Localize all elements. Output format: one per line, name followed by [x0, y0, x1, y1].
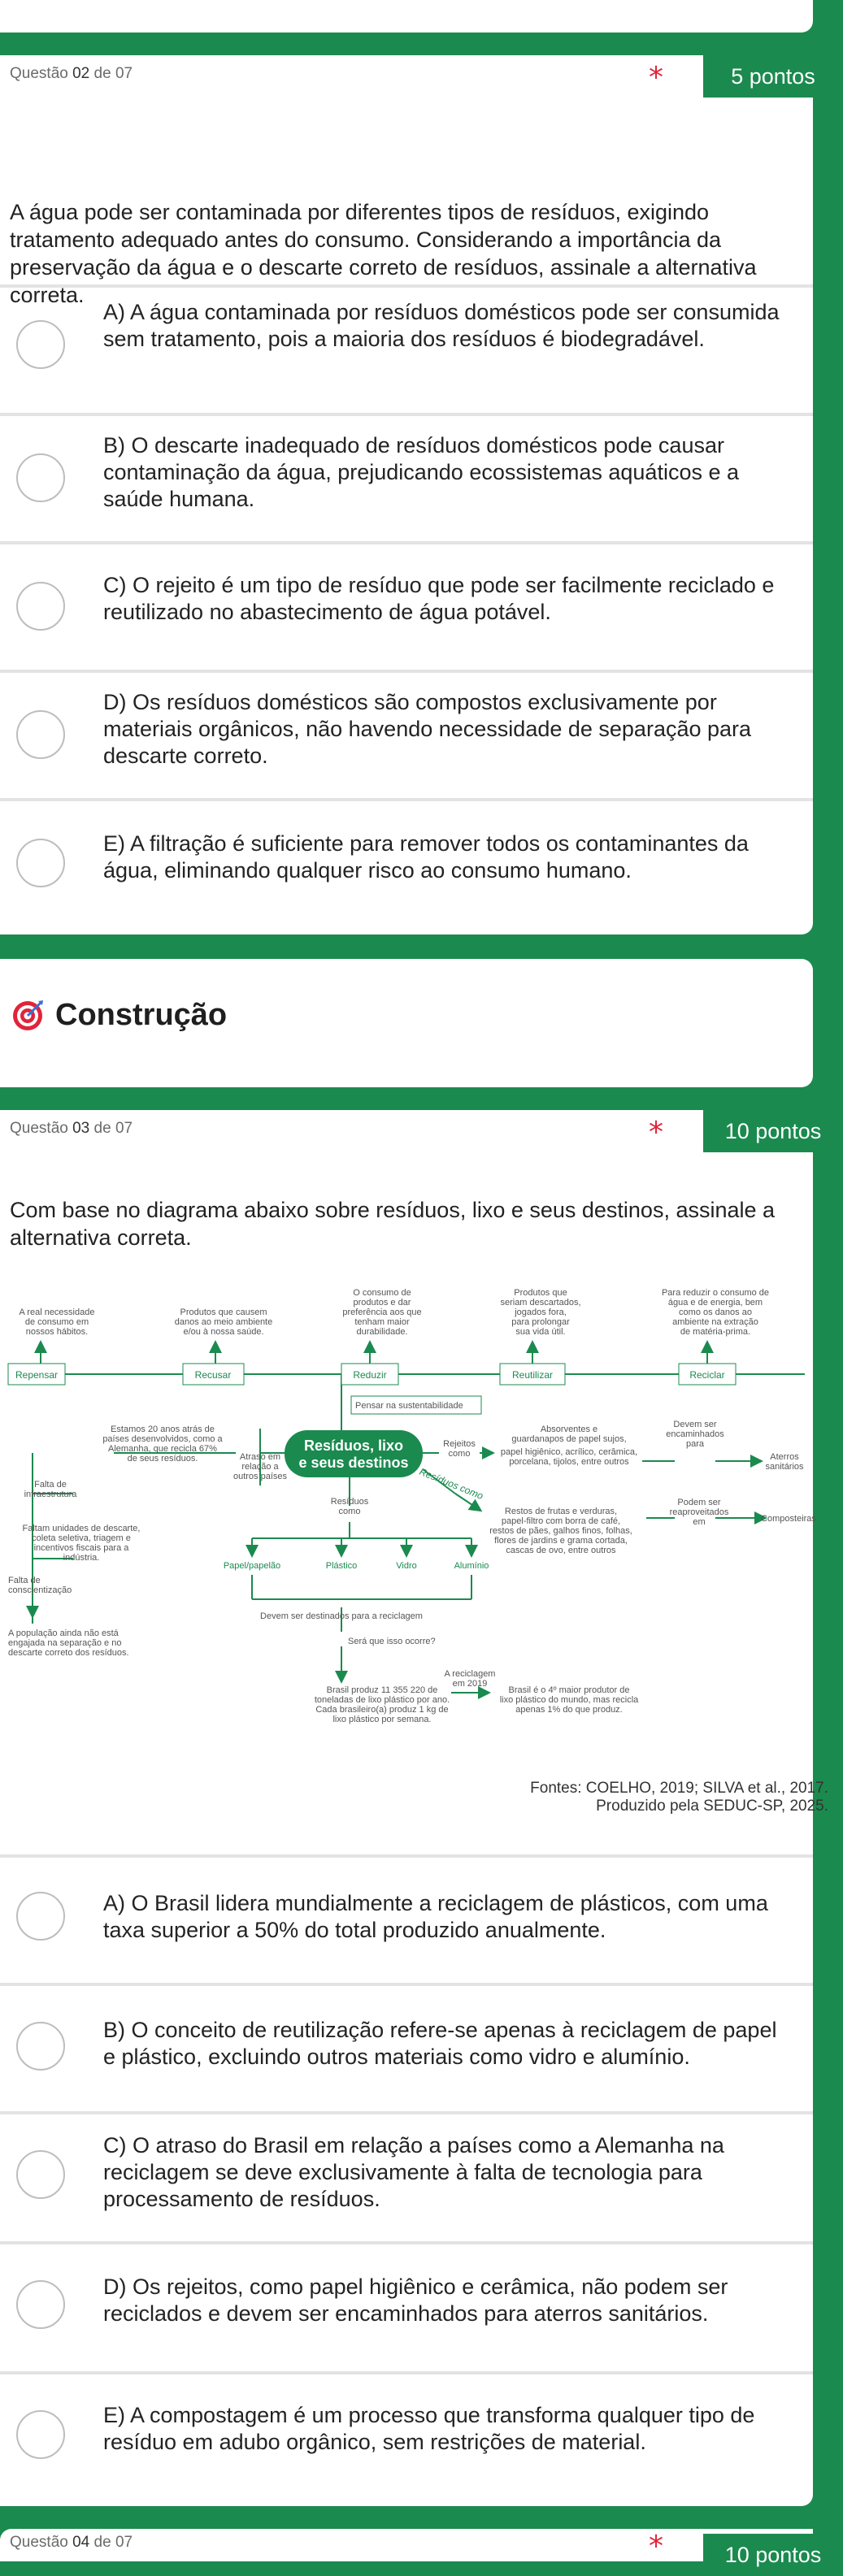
note-reutilizar-1: Produtos que	[514, 1288, 567, 1298]
material-paper: Papel/papelão	[223, 1561, 281, 1571]
diagram-sources	[530, 1780, 828, 1815]
landfill-link-1: Devem ser	[673, 1420, 717, 1429]
note-reduzir-1: O consumo de	[353, 1288, 411, 1298]
note-reutilizar-5: sua vida útil.	[515, 1327, 566, 1337]
awareness-1: Falta de	[8, 1576, 41, 1585]
option-c[interactable]	[0, 2111, 813, 2241]
organic-3: restos de pães, galhos finos, folhas,	[489, 1526, 632, 1536]
option-e[interactable]	[0, 798, 813, 931]
note-reutilizar-4: para prolongar	[511, 1317, 570, 1327]
required-mark: *	[649, 61, 663, 94]
note-reutilizar-2: seriam descartados,	[500, 1298, 581, 1308]
recycling-link-1: A reciclagem	[444, 1669, 496, 1679]
infra-note-3: incentivos fiscais para a	[33, 1543, 129, 1553]
question-number: Questão 03 de 07	[10, 1120, 133, 1137]
compost-link-2: reaproveitados	[669, 1507, 729, 1517]
landfill-link-3: para	[685, 1439, 705, 1449]
compost-link-1: Podem ser	[677, 1498, 721, 1507]
section-title-text: Construção	[55, 998, 228, 1032]
infra-note-4: indústria.	[63, 1553, 100, 1563]
points-badge: 10 pontos	[703, 1110, 843, 1152]
radio-button[interactable]	[16, 2150, 65, 2199]
previous-question-card	[0, 0, 813, 33]
residues-1: Resíduos	[330, 1497, 369, 1507]
material-aluminium: Alumínio	[454, 1561, 489, 1571]
organic-2: papel-filtro com borra de café,	[501, 1516, 621, 1526]
landfill-link-2: encaminhados	[666, 1429, 724, 1439]
organic-5: cascas de ovo, entre outros	[506, 1546, 616, 1555]
question-number: Questão 04 de 07	[10, 2534, 133, 2551]
required-mark: *	[649, 2530, 663, 2563]
option-text: D) Os resíduos domésticos são compostos exclusivamente por materiais orgânicos, não havendo necessidade de separação para descarte correto.	[103, 690, 752, 768]
radio-button[interactable]	[16, 2280, 65, 2329]
awareness-2: conscientização	[8, 1585, 72, 1595]
note-reciclar-3: como os danos ao	[679, 1308, 752, 1317]
rejects-link-2: como	[448, 1449, 471, 1459]
delay-note-2: países desenvolvidos, como a	[102, 1434, 223, 1444]
option-e[interactable]	[0, 2371, 813, 2506]
brazil-stats-4: lixo plástico por semana.	[332, 1715, 432, 1724]
question-statement: A água pode ser contaminada por diferentes tipos de resíduos, exigindo tratamento adequado antes do consumo. Considerando a importância da preservação da água e o descarte correto de resíduos, assinale a alternativa correta.	[10, 200, 757, 307]
option-a[interactable]	[0, 284, 813, 413]
question-header	[0, 1110, 822, 1156]
radio-button[interactable]	[16, 839, 65, 887]
landfill-2: sanitários	[765, 1462, 804, 1472]
brazil-stats-2: toneladas de lixo plástico por ano.	[314, 1695, 450, 1705]
note-recusar-2: danos ao meio ambiente	[174, 1317, 273, 1327]
delay-note-1: Estamos 20 anos atrás de	[111, 1425, 215, 1434]
organic-link: Resíduos como	[417, 1465, 485, 1503]
r-box-recusar: Recusar	[194, 1369, 232, 1381]
brazil-rank-2: lixo plástico do mundo, mas recicla	[499, 1695, 639, 1705]
note-reciclar-5: de matéria-prima.	[680, 1327, 751, 1337]
radio-button[interactable]	[16, 2022, 65, 2071]
option-text: C) O rejeito é um tipo de resíduo que pode ser facilmente reciclado e reutilizado no abastecimento de água potável.	[103, 573, 775, 624]
brazil-rank-3: apenas 1% do que produz.	[515, 1705, 623, 1715]
section-title	[11, 998, 227, 1033]
question-card-4	[0, 2529, 822, 2567]
recycling-link-2: em 2019	[452, 1679, 488, 1689]
note-repensar-3: nossos hábitos.	[25, 1327, 89, 1337]
option-b[interactable]	[0, 413, 813, 541]
required-mark: *	[649, 1116, 663, 1149]
compost-link-3: em	[693, 1517, 706, 1527]
radio-button[interactable]	[16, 710, 65, 759]
rejects-3: papel higiênico, acrílico, cerâmica,	[500, 1447, 638, 1457]
awareness-note-3: descarte correto dos resíduos.	[8, 1648, 129, 1658]
option-c[interactable]	[0, 541, 813, 670]
question-header	[0, 55, 813, 101]
delay-note-3: Alemanha, que recicla 67%	[108, 1444, 217, 1454]
option-text: A) A água contaminada por resíduos domésticos pode ser consumida sem tratamento, pois a maioria dos resíduos é biodegradável.	[103, 300, 780, 351]
option-text: C) O atraso do Brasil em relação a países como a Alemanha na reciclagem se deve exclusivamente à falta de tecnologia para processamento de resíduos.	[103, 2133, 724, 2211]
option-text: B) O descarte inadequado de resíduos domésticos pode causar contaminação da água, prejudicando ecossistemas aquáticos e a saúde humana.	[103, 433, 739, 511]
radio-button[interactable]	[16, 453, 65, 502]
awareness-note-1: A população ainda não está	[8, 1628, 119, 1638]
r-box-reduzir: Reduzir	[353, 1369, 387, 1381]
option-d[interactable]	[0, 670, 813, 798]
sources-line-1: Fontes: COELHO, 2019; SILVA et al., 2017.	[530, 1780, 828, 1797]
landfill-1: Aterros	[770, 1452, 799, 1462]
option-a[interactable]	[0, 1854, 813, 1983]
recycling-dest: Devem ser destinados para a reciclagem	[260, 1611, 423, 1621]
note-repensar-1: A real necessidade	[19, 1308, 95, 1317]
rejects-link-1: Rejeitos	[443, 1439, 476, 1449]
brazil-stats-3: Cada brasileiro(a) produz 1 kg de	[315, 1705, 449, 1715]
residues-2: como	[338, 1507, 361, 1516]
option-text: E) A compostagem é um processo que transforma qualquer tipo de resíduo em adubo orgânico, sem restrições de material.	[103, 2403, 755, 2454]
note-reduzir-5: durabilidade.	[356, 1327, 408, 1337]
brazil-stats-1: Brasil produz 11 355 220 de	[326, 1685, 438, 1695]
r-box-reciclar: Reciclar	[689, 1369, 725, 1381]
option-text: D) Os rejeitos, como papel higiênico e cerâmica, não podem ser reciclados e devem ser encaminhados para aterros sanitários.	[103, 2275, 728, 2326]
material-plastic: Plástico	[325, 1561, 358, 1571]
delay-link-1: Atraso em	[239, 1452, 281, 1462]
delay-note-4: de seus resíduos.	[127, 1454, 198, 1464]
center-line-2: e seus destinos	[298, 1455, 409, 1471]
points-badge: 5 pontos	[703, 55, 843, 98]
rejects-1: Absorventes e	[540, 1425, 598, 1434]
rejects-4: porcelana, tijolos, entre outros	[509, 1457, 629, 1467]
section-card	[0, 959, 813, 1087]
question-label: Será que isso ocorre?	[348, 1637, 436, 1646]
sustainability-label: Pensar na sustentabilidade	[355, 1401, 463, 1411]
r-box-reutilizar: Reutilizar	[511, 1369, 554, 1381]
radio-button[interactable]	[16, 582, 65, 631]
option-text: B) O conceito de reutilização refere-se apenas à reciclagem de papel e plástico, excluindo outros materiais como vidro e alumínio.	[103, 2018, 777, 2069]
option-d[interactable]	[0, 2241, 813, 2371]
center-line-1: Resíduos, lixo	[303, 1438, 404, 1454]
infra-1: Falta de	[34, 1480, 67, 1490]
note-reciclar-2: água e de energia, bem	[667, 1298, 763, 1308]
organic-1: Restos de frutas e verduras,	[504, 1507, 618, 1516]
question-header	[0, 2529, 822, 2574]
note-reciclar-4: ambiente na extração	[672, 1317, 758, 1327]
waste-diagram	[0, 1250, 816, 1778]
note-reduzir-2: produtos e dar	[353, 1298, 411, 1308]
note-reutilizar-3: jogados fora,	[515, 1308, 567, 1317]
organic-4: flores de jardins e grama cortada,	[494, 1536, 628, 1546]
option-text: E) A filtração é suficiente para remover todos os contaminantes da água, eliminando qualquer risco ao consumo humano.	[103, 831, 749, 883]
note-repensar-2: de consumo em	[24, 1317, 89, 1327]
note-reciclar-1: Para reduzir o consumo de	[661, 1288, 770, 1298]
material-glass: Vidro	[396, 1561, 417, 1571]
compost-label: Composteiras	[761, 1514, 816, 1524]
infra-2: infraestrutura	[24, 1490, 77, 1499]
note-recusar-1: Produtos que causem	[180, 1308, 267, 1317]
infra-note-1: Faltam unidades de descarte,	[22, 1524, 141, 1533]
radio-button[interactable]	[16, 2410, 65, 2459]
brazil-rank-1: Brasil é o 4º maior produtor de	[508, 1685, 630, 1695]
infra-note-2: coleta seletiva, triagem e	[32, 1533, 131, 1543]
question-statement: Com base no diagrama abaixo sobre resíduos, lixo e seus destinos, assinale a alternativa correta.	[10, 1198, 776, 1250]
radio-button[interactable]	[16, 1892, 65, 1941]
sources-line-2: Produzido pela SEDUC-SP, 2025.	[596, 1798, 828, 1815]
question-number: Questão 02 de 07	[10, 65, 133, 82]
note-reduzir-3: preferência aos que	[342, 1308, 422, 1317]
delay-link-3: outros países	[232, 1472, 288, 1481]
r-box-repensar: Repensar	[15, 1369, 59, 1381]
awareness-note-2: engajada na separação e no	[8, 1638, 122, 1648]
note-recusar-3: e/ou à nossa saúde.	[183, 1327, 264, 1337]
note-reduzir-4: tenham maior	[354, 1317, 410, 1327]
option-b[interactable]	[0, 1983, 813, 2111]
points-badge: 10 pontos	[703, 2534, 843, 2576]
rejects-2: guardanapos de papel sujos,	[511, 1434, 627, 1444]
target-icon	[11, 1000, 44, 1032]
option-text: A) O Brasil lidera mundialmente a reciclagem de plásticos, com uma taxa superior a 50% do total produzido anualmente.	[103, 1891, 768, 1942]
delay-link-2: relação a	[241, 1462, 279, 1472]
radio-button[interactable]	[16, 320, 65, 369]
